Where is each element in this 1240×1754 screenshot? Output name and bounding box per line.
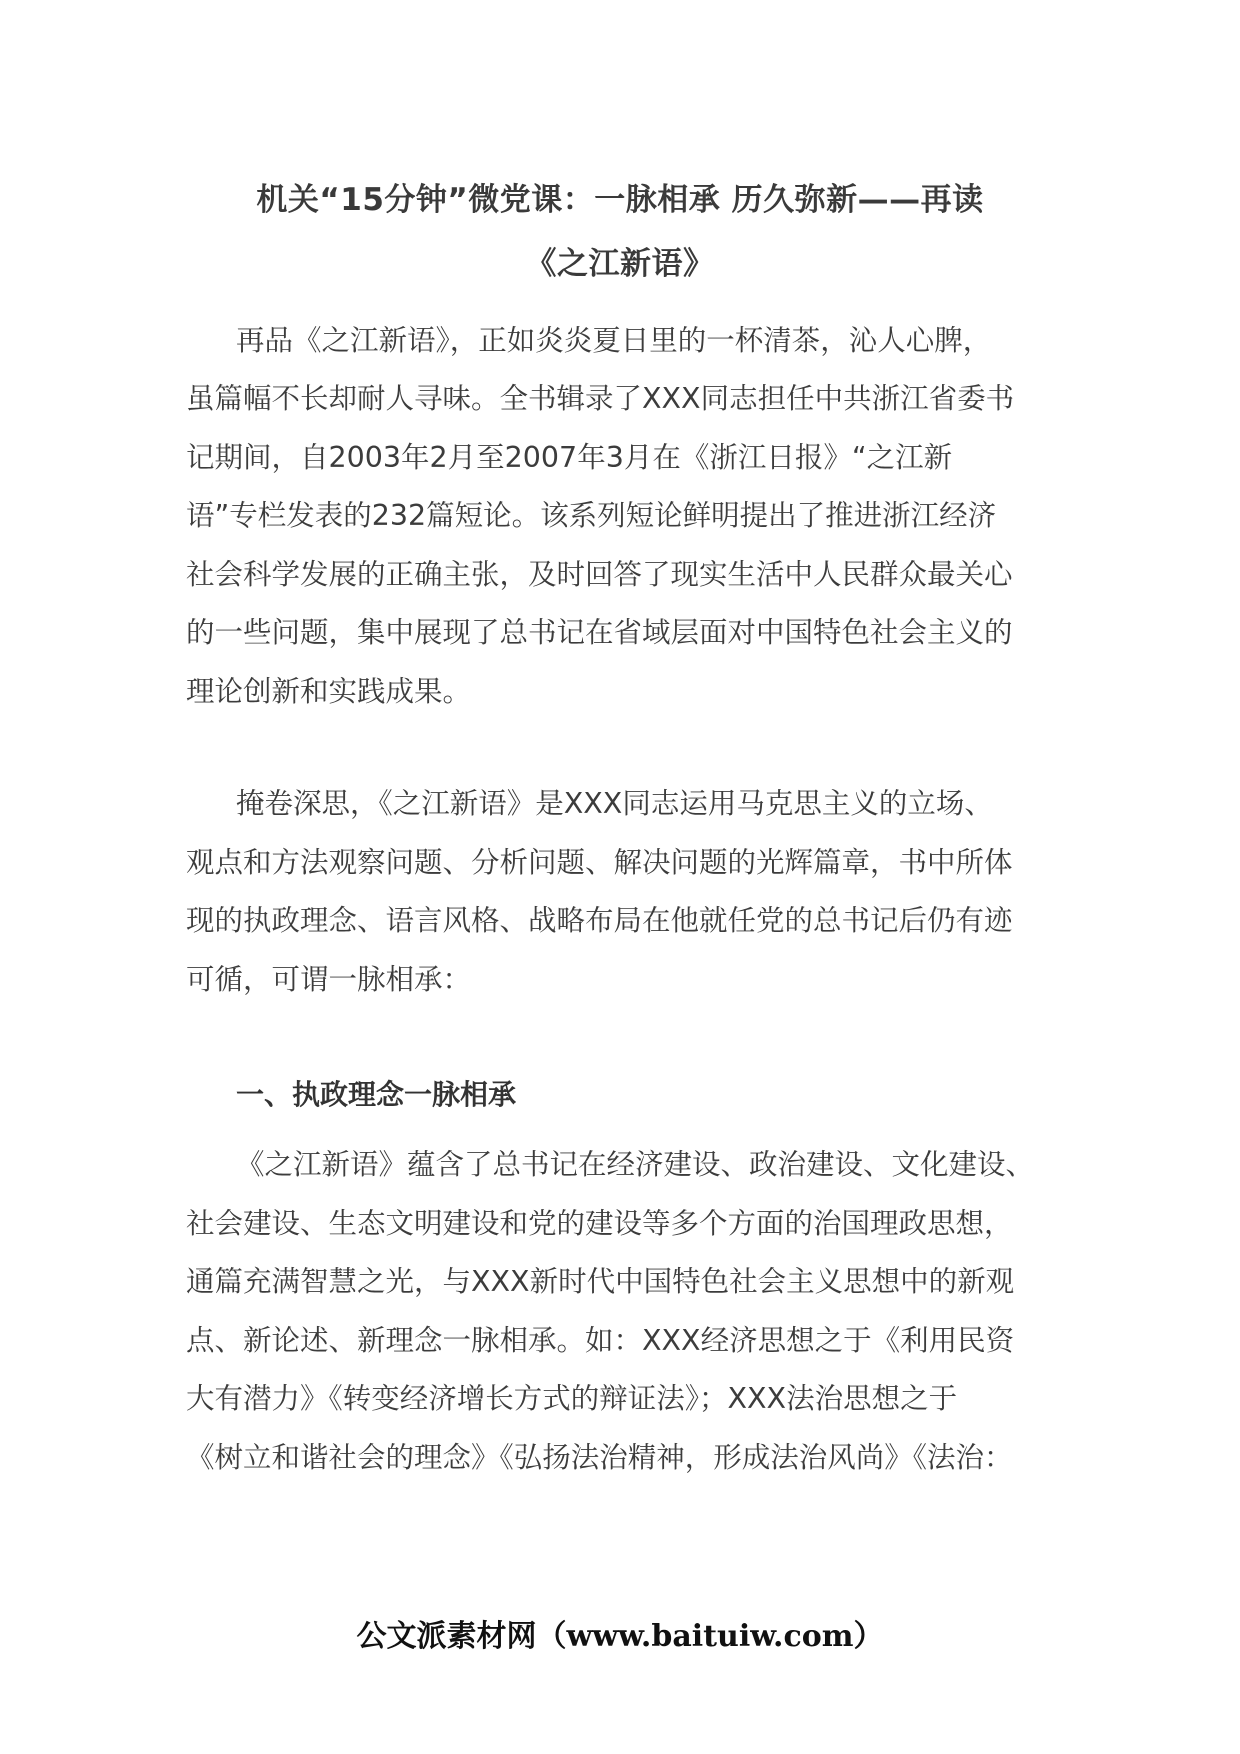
paragraph-1-line-2: 虽篇幅不长却耐人寻味。全书辑录了XXX同志担任中共浙江省委书 — [186, 382, 1015, 415]
paragraph-3-line-5: 大有潜力》《转变经济增长方式的辩证法》；XXX法治思想之于 — [186, 1382, 958, 1415]
paragraph-3-line-1: 《之江新语》蕴含了总书记在经济建设、政治建设、文化建设、 — [236, 1148, 1035, 1181]
page-title-line-2: 《之江新语》 — [525, 246, 715, 282]
paragraph-1-line-1: 再品《之江新语》，正如炎炎夏日里的一杯清茶，沁人心脾， — [236, 324, 992, 357]
section-heading-1: 一、执政理念一脉相承 — [236, 1078, 517, 1111]
paragraph-2-line-3: 现的执政理念、语言风格、战略布局在他就任党的总书记后仍有迹 — [186, 904, 1013, 937]
paragraph-1-line-5: 社会科学发展的正确主张，及时回答了现实生活中人民群众最关心 — [186, 558, 1013, 591]
paragraph-1-line-6: 的一些问题，集中展现了总书记在省域层面对中国特色社会主义的 — [186, 616, 1013, 649]
footer-watermark: 公文派素材网（www.baituiw.com） — [356, 1619, 884, 1654]
paragraph-1-line-4: 语”专栏发表的232篇短论。该系列短论鲜明提出了推进浙江经济 — [186, 499, 997, 532]
paragraph-3-line-2: 社会建设、生态文明建设和党的建设等多个方面的治国理政思想， — [186, 1207, 1013, 1240]
paragraph-3-line-6: 《树立和谐社会的理念》《弘扬法治精神，形成法治风尚》《法治： — [186, 1441, 1013, 1474]
paragraph-1-line-3: 记期间，自2003年2月至2007年3月在《浙江日报》“之江新 — [186, 441, 953, 474]
page-title-line-1: 机关“15分钟”微党课：一脉相承 历久弥新——再读 — [256, 182, 984, 218]
paragraph-3-line-3: 通篇充满智慧之光，与XXX新时代中国特色社会主义思想中的新观 — [186, 1265, 1015, 1298]
paragraph-2-line-4: 可循，可谓一脉相承： — [186, 963, 472, 996]
paragraph-3-line-4: 点、新论述、新理念一脉相承。如：XXX经济思想之于《利用民资 — [186, 1324, 1015, 1357]
paragraph-2-line-2: 观点和方法观察问题、分析问题、解决问题的光辉篇章，书中所体 — [186, 846, 1013, 879]
paragraph-1-line-7: 理论创新和实践成果。 — [186, 675, 472, 708]
paragraph-2-line-1: 掩卷深思，《之江新语》是XXX同志运用马克思主义的立场、 — [236, 787, 993, 820]
